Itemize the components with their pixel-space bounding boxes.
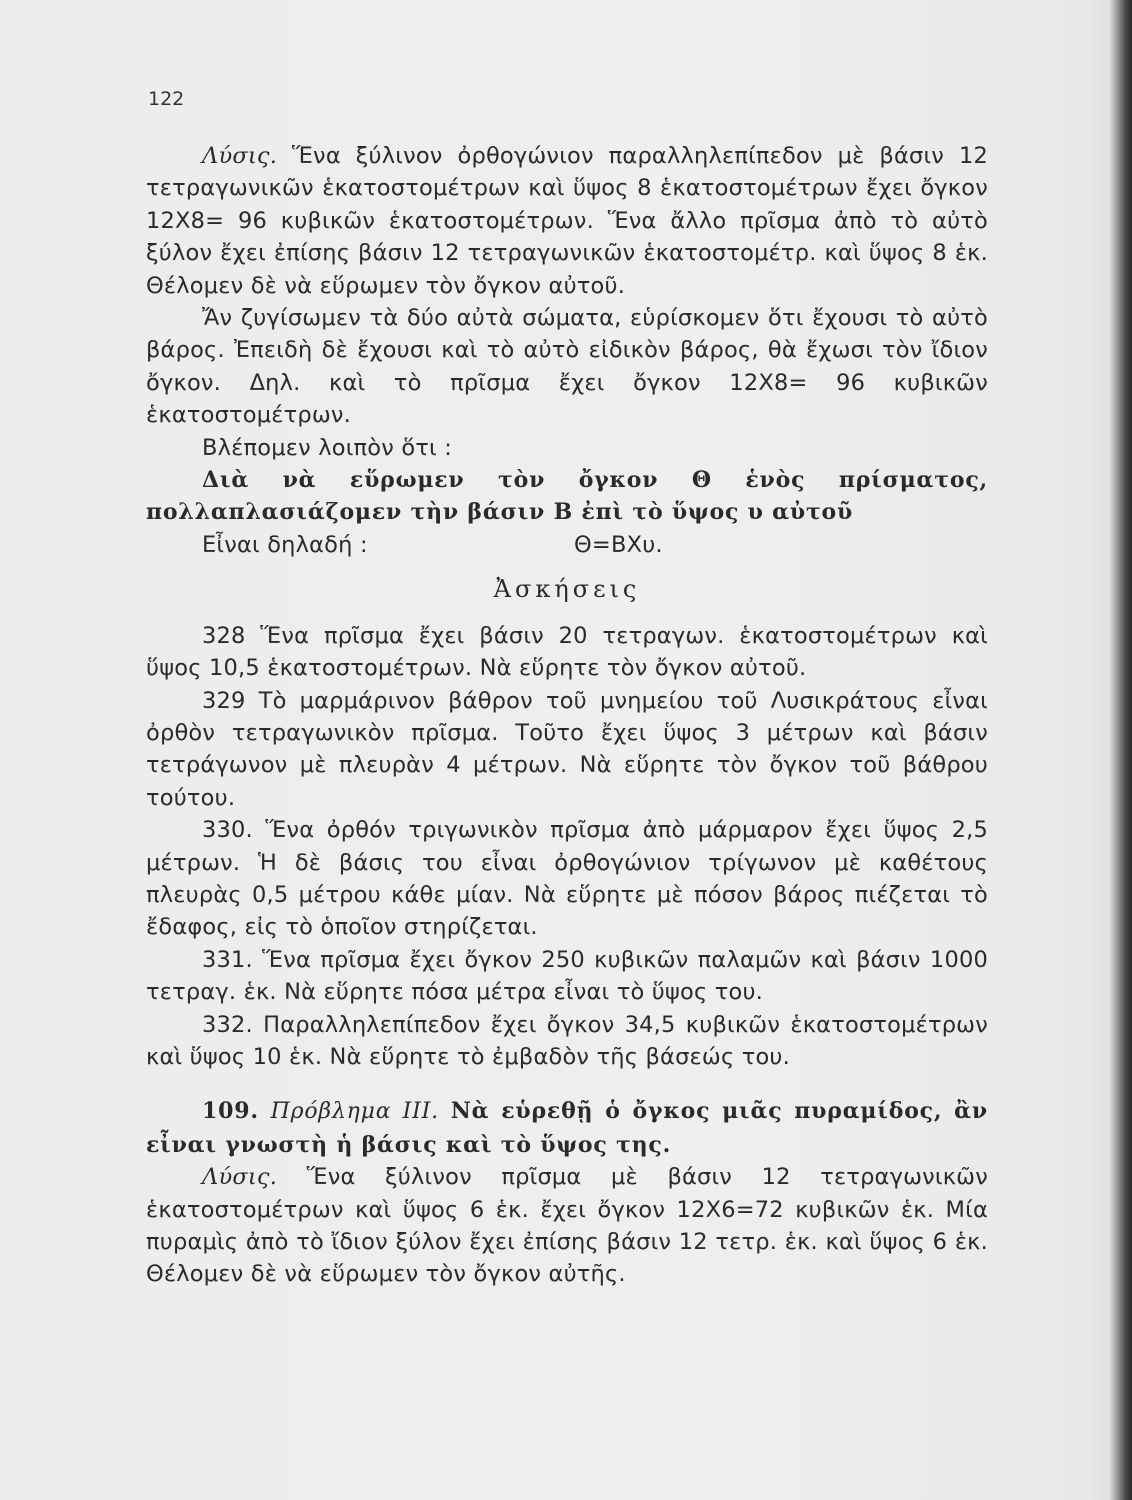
solution-label: Λύσις. xyxy=(202,143,278,169)
problem-label: Πρόβλημα III. xyxy=(270,1099,439,1125)
problem-statement: Νὰ εὑρεθῇ ὁ ὄγκος μιᾶς πυραμίδος, ἂν εἶναι γνωστὴ ἡ βάσις καὶ τὸ ὕψος της. xyxy=(146,1098,988,1158)
solution-text-2: Ἕνα ξύλινον πρῖσμα μὲ βάσιν 12 τετραγωνικῶν ἑκατοστομέτρων καὶ ὕψος 6 ἑκ. ἔχει ὄγκον 12Χ6=72 κυβικῶν ἑκ. Μία πυραμὶς ἀπὸ τὸ ἴδιον ξύλον ἔχει ἐπίσης βάσιν 12 τετρ. ἑκ. καὶ ὕψος 6 ἑκ. Θέλομεν δὲ νὰ εὕρωμεν τὸν ὄγκον αὐτῆς. xyxy=(146,1164,988,1288)
exercises-heading: Ἀσκήσεις xyxy=(493,575,641,604)
section-spacer xyxy=(146,1073,988,1095)
problem-number: 109. xyxy=(202,1098,259,1125)
exercise-item: 332. Παραλληλεπίπεδον ἔχει ὄγκον 34,5 κυβικῶν ἑκατοστομέτρων καὶ ὕψος 10 ἑκ. Νὰ εὕρητε τὸ ἐμβαδὸν τῆς βάσεώς του. xyxy=(146,1011,988,1070)
solution-paragraph-2 xyxy=(146,1161,988,1291)
formula-label: Εἶναι δηλαδή : xyxy=(202,531,368,558)
exercise-item: 330. Ἕνα ὀρθόν τριγωνικὸν πρῖσμα ἀπὸ μάρμαρον ἔχει ὕψος 2,5 μέτρων. Ἡ δὲ βάσις του εἶναι ὀρθογώνιον τρίγωνον μὲ καθέτους πλευρὰς 0,5 μέτρου κάθε μίαν. Νὰ εὕρητε μὲ πόσον βάρος πιέζεται τὸ ἔδαφος, εἰς τὸ ὁποῖον στηρίζεται. xyxy=(146,817,988,941)
page-edge-shadow xyxy=(1110,0,1132,1500)
page-number: 122 xyxy=(148,88,185,110)
weighing-paragraph: Ἄν ζυγίσωμεν τὰ δύο αὐτὰ σώματα, εὑρίσκομεν ὅτι ἔχουσι τὸ αὐτὸ βάρος. Ἐπειδὴ δὲ ἔχουσι καὶ τὸ αὐτὸ εἰδικὸν βάρος, θὰ ἔχωσι τὸν ἴδιον ὄγκον. Δηλ. καὶ τὸ πρῖσμα ἔχει ὄγκον 12Χ8= 96 κυβικῶν ἑκατοστομέτρων. xyxy=(146,305,988,429)
exercise-item: 329 Τὸ μαρμάρινον βάθρον τοῦ μνημείου τοῦ Λυσικράτους εἶναι ὀρθὸν τετραγωνικὸν πρῖσμα. Τοῦτο ἔχει ὕψος 3 μέτρων καὶ βάσιν τετράγωνον μὲ πλευρὰν 4 μέτρων. Νὰ εὕρητε τὸν ὄγκον τοῦ βάθρου τούτου. xyxy=(146,687,988,811)
problem-heading xyxy=(146,1095,988,1161)
solution-label-2: Λύσις. xyxy=(202,1164,278,1191)
prism-volume-rule: Διὰ νὰ εὕρωμεν τὸν ὄγκον Θ ἑνὸς πρίσματος, πολλαπλασιάζομεν τὴν βάσιν Β ἐπὶ τὸ ὕψος υ αὐτοῦ xyxy=(146,467,988,526)
solution-text: Ἕνα ξύλινον ὀρθογώνιον παραλληλεπίπεδον μὲ βάσιν 12 τετραγωνικῶν ἑκατοστομέτρων καὶ ὕψος 8 ἑκατοστομέτρων ἔχει ὄγκον 12Χ8= 96 κυβικῶν ἑκατοστομέτρων. Ἕνα ἄλλο πρῖσμα ἀπὸ τὸ αὐτὸ ξύλον ἔχει ἐπίσης βάσιν 12 τετραγωνικῶν ἑκατοστομέτρ. καὶ ὕψος 8 ἑκ. Θέλομεν δὲ νὰ εὕρωμεν τὸν ὄγκον αὐτοῦ. xyxy=(146,143,988,299)
formula-expression: Θ=ΒΧυ. xyxy=(574,531,663,558)
formula-line xyxy=(146,529,988,561)
exercise-item: 328 Ἕνα πρῖσμα ἔχει βάσιν 20 τετραγων. ἑκατοστομέτρων καὶ ὕψος 10,5 ἑκατοστομέτρων. Νὰ εὕρητε τὸν ὄγκον αὐτοῦ. xyxy=(146,622,988,682)
exercise-item: 331. Ἕνα πρῖσμα ἔχει ὄγκον 250 κυβικῶν παλαμῶν καὶ βάσιν 1000 τετραγ. ἑκ. Νὰ εὕρητε πόσα μέτρα εἶναι τὸ ὕψος του. xyxy=(146,946,988,1006)
conclusion-intro: Βλέπομεν λοιπὸν ὅτι : xyxy=(202,434,453,461)
solution-paragraph xyxy=(146,140,988,302)
page-body xyxy=(146,140,988,1291)
